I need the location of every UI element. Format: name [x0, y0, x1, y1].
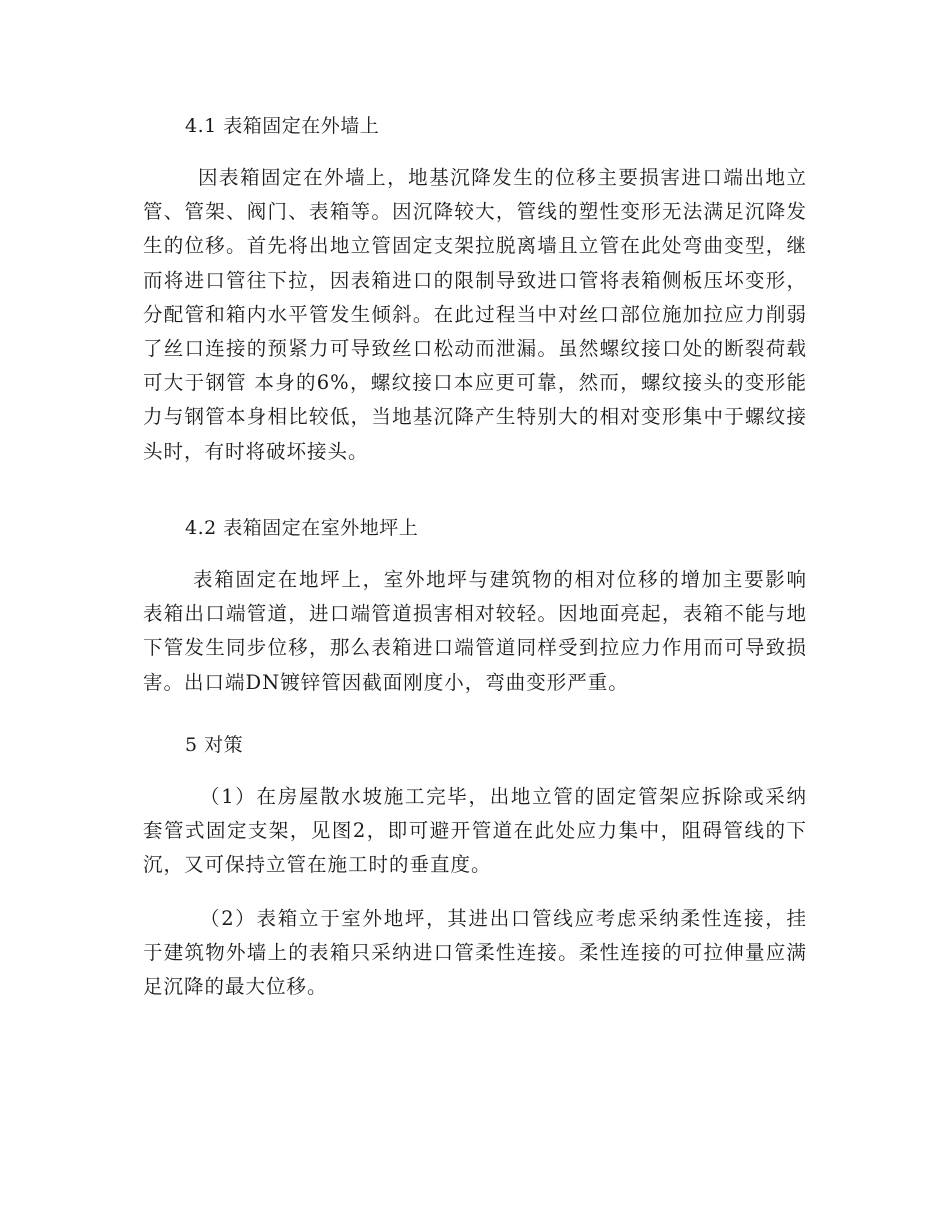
countermeasure-item-1: （1）在房屋散水坡施工完毕，出地立管的固定管架应拆除或采纳套管式固定支架，见图2，即可避开管道在此处应力集中，阻碍管线的下沉，又可保持立管在施工时的垂直度。: [143, 785, 807, 877]
section-heading-4-1: 4.1 表箱固定在外墙上: [185, 115, 380, 137]
countermeasure-item-2: （2）表箱立于室外地坪，其进出口管线应考虑采纳柔性连接，挂于建筑物外墙上的表箱只采纳进口管柔性连接。柔性连接的可拉伸量应满足沉降的最大位移。: [143, 907, 807, 999]
paragraph-4-2: 表箱固定在地坪上，室外地坪与建筑物的相对位移的增加主要影响表箱出口端管道，进口端管道损害相对较轻。因地面亮起，表箱不能与地下管发生同步位移，那么表箱进口端管道同样受到拉应力作用而可导致损害。出口端DN镀锌管因截面刚度小，弯曲变形严重。: [143, 568, 807, 694]
section-heading-4-2: 4.2 表箱固定在室外地坪上: [185, 517, 419, 539]
paragraph-4-1: 因表箱固定在外墙上，地基沉降发生的位移主要损害进口端出地立管、管架、阀门、表箱等。因沉降较大，管线的塑性变形无法满足沉降发生的位移。首先将出地立管固定支架拉脱离墙且立管在此处弯曲变型，继而将进口管往下拉，因表箱进口的限制导致进口管将表箱侧板压坏变形，分配管和箱内水平管发生倾斜。在此过程当中对丝口部位施加拉应力削弱了丝口连接的预紧力可导致丝口松动而泄漏。虽然螺纹接口处的断裂荷载可大于钢管 本身的6%，螺纹接口本应更可靠，然而，螺纹接头的变形能力与钢管本身相比较低，当地基沉降产生特别大的相对变形集中于螺纹接头时，有时将破坏接头。: [143, 166, 807, 463]
section-heading-5: 5 对策: [185, 734, 244, 756]
